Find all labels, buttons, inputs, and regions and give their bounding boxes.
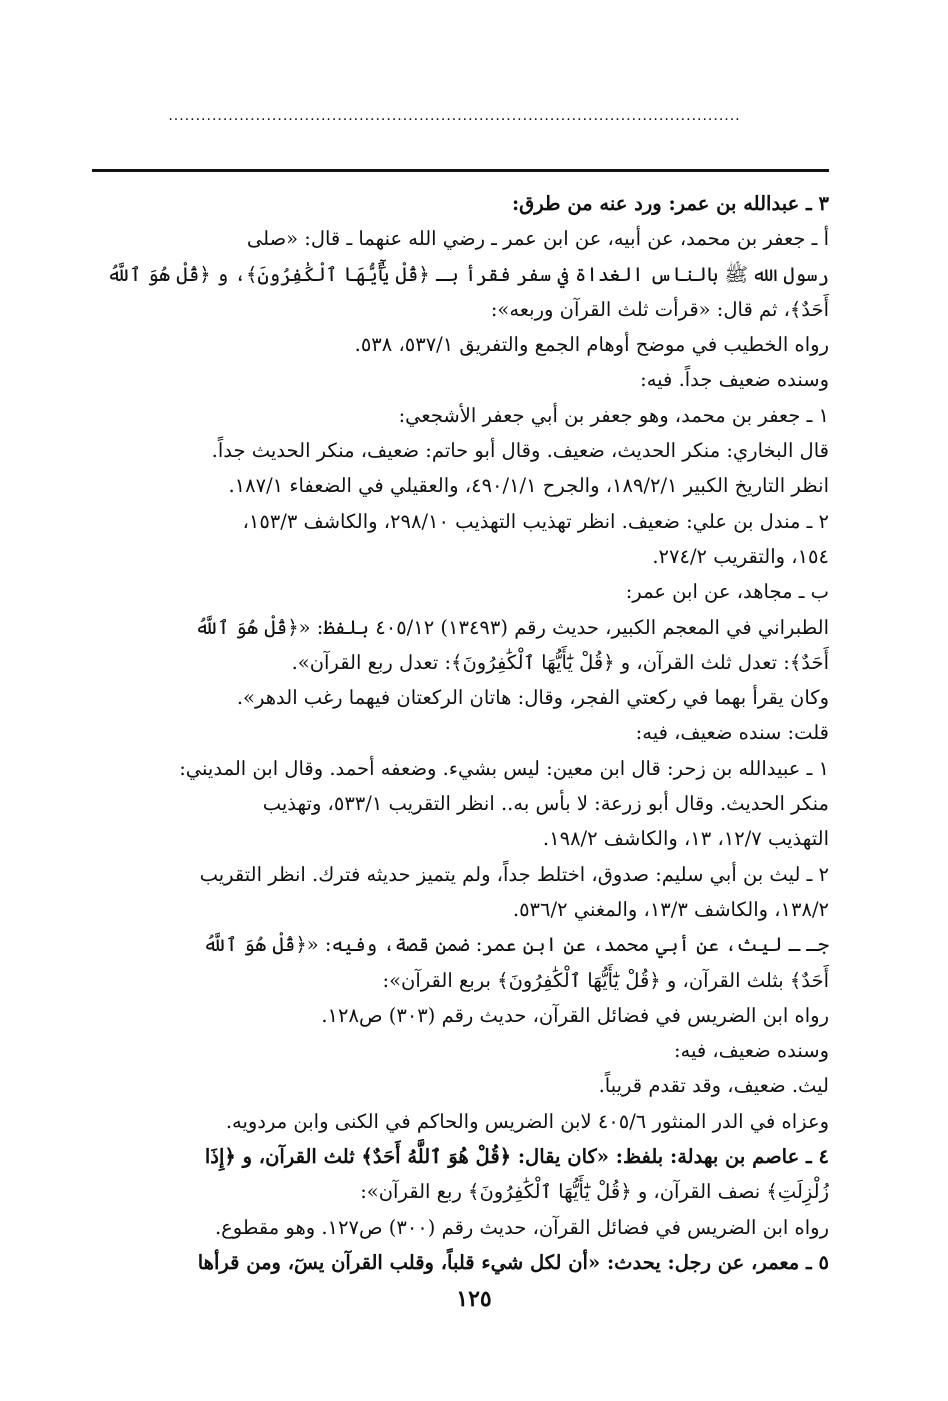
text-line: جـ ـ ليث، عن أبي محمد، عن ابن عمر: ضمن قصة، وفيه: «﴿قُلْ هُوَ ٱللَّهُ	[202, 933, 829, 957]
text-line: أ ـ جعفر بن محمد، عن أبيه، عن ابن عمر ـ رضي الله عنهما ـ قال: «صلى	[246, 227, 829, 251]
text-line: ١٣٨/٢، والكاشف ١٣/٣، والمغني ٥٣٦/٢.	[512, 897, 829, 921]
text-line: قلت: سنده ضعيف، فيه:	[635, 721, 829, 745]
text-line: رواه ابن الضريس في فضائل القرآن، حديث رقم (٣٠٣) ص١٢٨.	[321, 1003, 829, 1027]
text-line: زُلْزِلَتِ﴾ نصف القرآن، و ﴿قُلْ يَٰٓأَيُّهَا ٱلْكَٰفِرُونَ﴾ ربع القرآن»:	[360, 1180, 829, 1204]
page-number: ١٢٥	[456, 1286, 492, 1312]
text-line: ٢ ـ مندل بن علي: ضعيف. انظر تهذيب التهذيب ٢٩٨/١٠، والكاشف ١٥٣/٣،	[242, 509, 829, 533]
text-line: ١ ـ عبيدالله بن زحر: قال ابن معين: ليس بشيء. وضعفه أحمد. وقال ابن المديني:	[179, 756, 829, 780]
text-line: رواه الخطيب في موضح أوهام الجمع والتفريق ٥٣٧/١، ٥٣٨.	[354, 333, 829, 357]
text-line: وسنده ضعيف جداً. فيه:	[640, 368, 829, 392]
text-line: ١٥٤، والتقريب ٢٧٤/٢.	[652, 544, 829, 568]
text-line: أَحَدٌ﴾، ثم قال: «قرأت ثلث القرآن وربعه»:	[490, 297, 829, 321]
text-line: انظر التاريخ الكبير ١٨٩/٢/١، والجرح ٤٩٠/١/١، والعقيلي في الضعفاء ١٨٧/١.	[228, 474, 829, 498]
text-line: منكر الحديث. وقال أبو زرعة: لا بأس به.. انظر التقريب ٥٣٣/١، وتهذيب	[262, 792, 829, 816]
text-line: رسول الله ﷺ بالناس الغداة في سفر فقرأ بـ ﴿قُلْ يَٰٓأَيُّهَا ٱلْكَٰفِرُونَ﴾، و ﴿قُلْ هُوَ ٱللَّهُ	[106, 262, 829, 286]
text-line: التهذيب ١٢/٧، ١٣، والكاشف ١٩٨/٢.	[542, 827, 829, 851]
text-line: ليث. ضعيف، وقد تقدم قريباً.	[598, 1074, 829, 1098]
body-text	[92, 186, 829, 1280]
text-line: وكان يقرأ بهما في ركعتي الفجر، وقال: هاتان الركعتان فيهما رغب الدهر».	[236, 686, 829, 710]
text-line: ٤ ـ عاصم بن بهدلة: بلفظ: «كان يقال: ﴿قُلْ هُوَ ٱللَّهُ أَحَدٌ﴾ ثلث القرآن، و ﴿إِذَا	[204, 1145, 829, 1169]
text-line: ١ ـ جعفر بن محمد، وهو جعفر بن أبي جعفر الأشجعي:	[398, 403, 829, 427]
text-line: وسنده ضعيف، فيه:	[673, 1039, 829, 1063]
text-line: وعزاه في الدر المنثور ٤٠٥/٦ لابن الضريس والحاكم في الكنى وابن مردويه.	[225, 1109, 829, 1133]
text-line: ٣ ـ عبدالله بن عمر: ورد عنه من طرق:	[511, 192, 829, 215]
header-dotted-line: .........................................................................................................	[168, 108, 741, 124]
text-line: ٥ ـ معمر، عن رجل: يحدث: «أن لكل شيء قلباً، وقلب القرآن يسٓ، ومن قرأها	[197, 1250, 829, 1274]
text-line: ب ـ مجاهد، عن ابن عمر:	[625, 580, 829, 604]
text-line: قال البخاري: منكر الحديث، ضعيف. وقال أبو حاتم: ضعيف، منكر الحديث جداً.	[211, 439, 829, 463]
text-line: أَحَدٌ﴾ بثلث القرآن، و ﴿قُلْ يَٰٓأَيُّهَا ٱلْكَٰفِرُونَ﴾ بربع القرآن»:	[382, 968, 829, 992]
text-line: رواه ابن الضريس في فضائل القرآن، حديث رقم (٣٠٠) ص١٢٧. وهو مقطوع.	[214, 1215, 829, 1239]
text-line: ٢ ـ ليث بن أبي سليم: صدوق، اختلط جداً، ولم يتميز حديثه فترك. انظر التقريب	[199, 862, 829, 886]
text-line: أَحَدٌ﴾: تعدل ثلث القرآن، و ﴿قُلْ يَٰٓأَيُّهَا ٱلْكَٰفِرُونَ﴾: تعدل ربع القرآن».	[291, 650, 829, 674]
text-line: الطبراني في المعجم الكبير، حديث رقم (١٣٤٩٣) ٤٠٥/١٢ بلفظ: «﴿قُلْ هُوَ ٱللَّهُ	[194, 615, 829, 639]
header-rule	[92, 169, 829, 172]
